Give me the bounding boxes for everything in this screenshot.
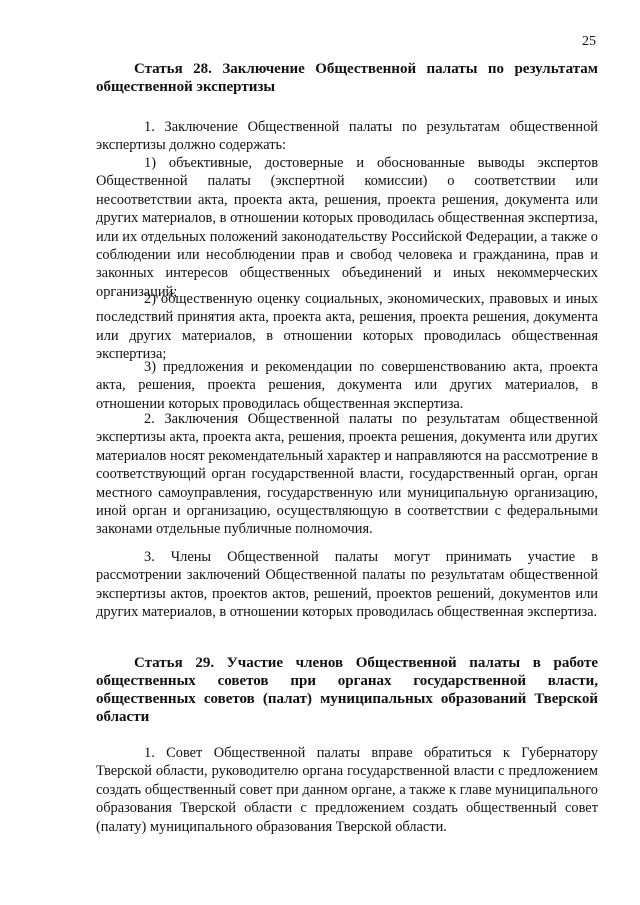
article-29-heading: Статья 29. Участие членов Общественной палаты в работе общественных советов при органах государственной власти, общественных советов (палат) муниципальных образований Тверской области (96, 655, 598, 725)
article-28-item-2: 2) общественную оценку социальных, экономических, правовых и иных последствий принятия акта, проекта акта, решения, проекта решения, документа или других материалов, в отношении которых проводилась общественная экспертиза; (96, 291, 598, 363)
article-28-heading: Статья 28. Заключение Общественной палаты по результатам общественной экспертизы (96, 61, 598, 95)
article-28-item-1: 1) объективные, достоверные и обоснованные выводы экспертов Общественной палаты (экспертной комиссии) о соответствии или несоответствии акта, проекта акта, решения, проекта решения, документа или других материалов, в отношении которых проводилась общественная экспертиза, или их отдельных положений законодательству Российской Федерации, а также о соблюдении или несоблюдении прав и свобод человека и гражданина, прав и законных интересов общественных объединений и иных некоммерческих организаций; (96, 155, 598, 300)
article-28-item-3: 3) предложения и рекомендации по совершенствованию акта, проекта акта, решения, проекта решения, документа или других материалов, в отношении которых проводилась общественная экспертиза. (96, 359, 598, 412)
article-29-paragraph-1: 1. Совет Общественной палаты вправе обратиться к Губернатору Тверской области, руководителю органа государственной власти с предложением создать общественный совет при данном органе, а также к главе муниципального образования Тверской области с предложением создать общественный совет (палату) муниципального образования Тверской области. (96, 745, 598, 835)
page-number: 25 (582, 34, 596, 49)
article-28-paragraph-1: 1. Заключение Общественной палаты по результатам общественной экспертизы должно содержать: (96, 119, 598, 154)
article-28-paragraph-3: 3. Члены Общественной палаты могут принимать участие в рассмотрении заключений Общественной палаты по результатам общественной экспертизы актов, проектов актов, решений, проектов решений, документов или других материалов, в отношении которых проводилась общественная экспертиза. (96, 549, 598, 621)
article-28-paragraph-2: 2. Заключения Общественной палаты по результатам общественной экспертизы акта, проекта акта, решения, проекта решения, документа или других материалов носят рекомендательный характер и направляются на рассмотрение в соответствующий орган государственной власти, государственный орган, орган местного самоуправления, государственную или муниципальную организацию, иной орган и организацию, осуществляющую в соответствии с федеральными законами отдельные публичные полномочия. (96, 411, 598, 538)
